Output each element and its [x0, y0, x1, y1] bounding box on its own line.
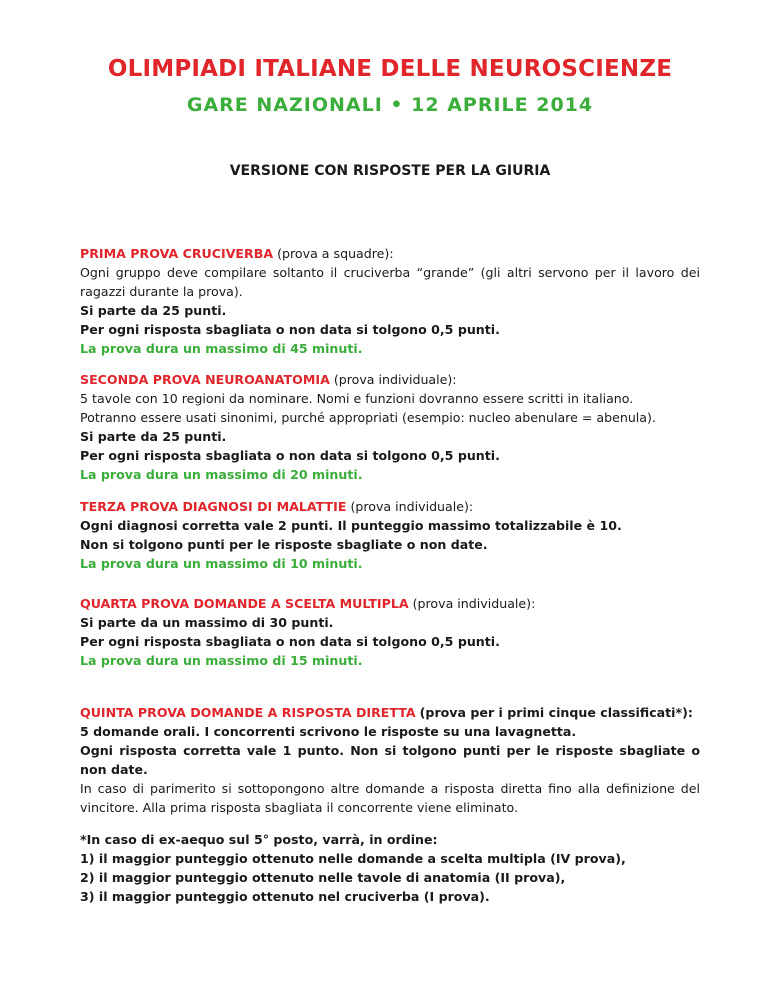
section-start-points: Si parte da 25 punti.: [80, 429, 227, 444]
footnote-ex-aequo: [80, 830, 700, 906]
section-seconda-prova: [80, 370, 700, 484]
section-quarta-prova: [80, 594, 700, 670]
section-start-points: Si parte da 25 punti.: [80, 303, 227, 318]
section-duration: La prova dura un massimo di 45 minuti.: [80, 341, 363, 356]
section-type: (prova individuale):: [333, 372, 457, 387]
section-penalty: Non si tolgono punti per le risposte sbagliate o non date.: [80, 537, 488, 552]
section-heading: QUINTA PROVA DOMANDE A RISPOSTA DIRETTA: [80, 705, 416, 720]
section-duration: La prova dura un massimo di 10 minuti.: [80, 556, 363, 571]
section-heading: QUARTA PROVA DOMANDE A SCELTA MULTIPLA: [80, 596, 409, 611]
section-heading: PRIMA PROVA CRUCIVERBA: [80, 246, 274, 261]
footnote-item: 1) il maggior punteggio ottenuto nelle domande a scelta multipla (IV prova),: [80, 851, 626, 866]
section-type: (prova a squadre):: [277, 246, 394, 261]
section-penalty: Per ogni risposta sbagliata o non data si tolgono 0,5 punti.: [80, 448, 500, 463]
section-description: Potranno essere usati sinonimi, purché appropriati (esempio: nucleo abenulare = abenula).: [80, 410, 656, 425]
section-score: Ogni diagnosi corretta vale 2 punti. Il punteggio massimo totalizzabile è 10.: [80, 518, 622, 533]
section-penalty: Per ogni risposta sbagliata o non data si tolgono 0,5 punti.: [80, 322, 500, 337]
section-score: Ogni risposta corretta vale 1 punto. Non si tolgono punti per le risposte sbagliate o non date.: [80, 743, 700, 777]
footnote-intro: *In caso di ex-aequo sul 5° posto, varrà, in ordine:: [80, 832, 438, 847]
section-duration: La prova dura un massimo di 15 minuti.: [80, 653, 363, 668]
section-description: Ogni gruppo deve compilare soltanto il cruciverba “grande” (gli altri servono per il lavoro dei ragazzi durante la prova).: [80, 265, 700, 299]
section-type: (prova individuale):: [412, 596, 536, 611]
section-start-points: Si parte da un massimo di 30 punti.: [80, 615, 334, 630]
section-heading: TERZA PROVA DIAGNOSI DI MALATTIE: [80, 499, 347, 514]
section-duration: La prova dura un massimo di 20 minuti.: [80, 467, 363, 482]
section-prima-prova: [80, 244, 700, 358]
section-penalty: Per ogni risposta sbagliata o non data si tolgono 0,5 punti.: [80, 634, 500, 649]
section-tiebreak: In caso di parimerito si sottopongono altre domande a risposta diretta fino alla definizione del vincitore. Alla prima risposta sbagliata il concorrente viene eliminato.: [80, 781, 700, 815]
footnote-item: 3) il maggior punteggio ottenuto nel cruciverba (I prova).: [80, 889, 490, 904]
footnote-item: 2) il maggior punteggio ottenuto nelle tavole di anatomia (II prova),: [80, 870, 566, 885]
section-type: (prova per i primi cinque classificati*):: [419, 705, 693, 720]
document-subtitle: GARE NAZIONALI • 12 APRILE 2014: [186, 94, 594, 116]
section-quinta-prova: [80, 703, 700, 817]
section-terza-prova: [80, 497, 700, 573]
version-heading: VERSIONE CON RISPOSTE PER LA GIURIA: [229, 163, 551, 179]
section-type: (prova individuale):: [350, 499, 474, 514]
document-title: OLIMPIADI ITALIANE DELLE NEUROSCIENZE: [107, 56, 673, 82]
section-description: 5 domande orali. I concorrenti scrivono le risposte su una lavagnetta.: [80, 724, 577, 739]
section-heading: SECONDA PROVA NEUROANATOMIA: [80, 372, 330, 387]
section-description: 5 tavole con 10 regioni da nominare. Nomi e funzioni dovranno essere scritti in italiano.: [80, 391, 634, 406]
